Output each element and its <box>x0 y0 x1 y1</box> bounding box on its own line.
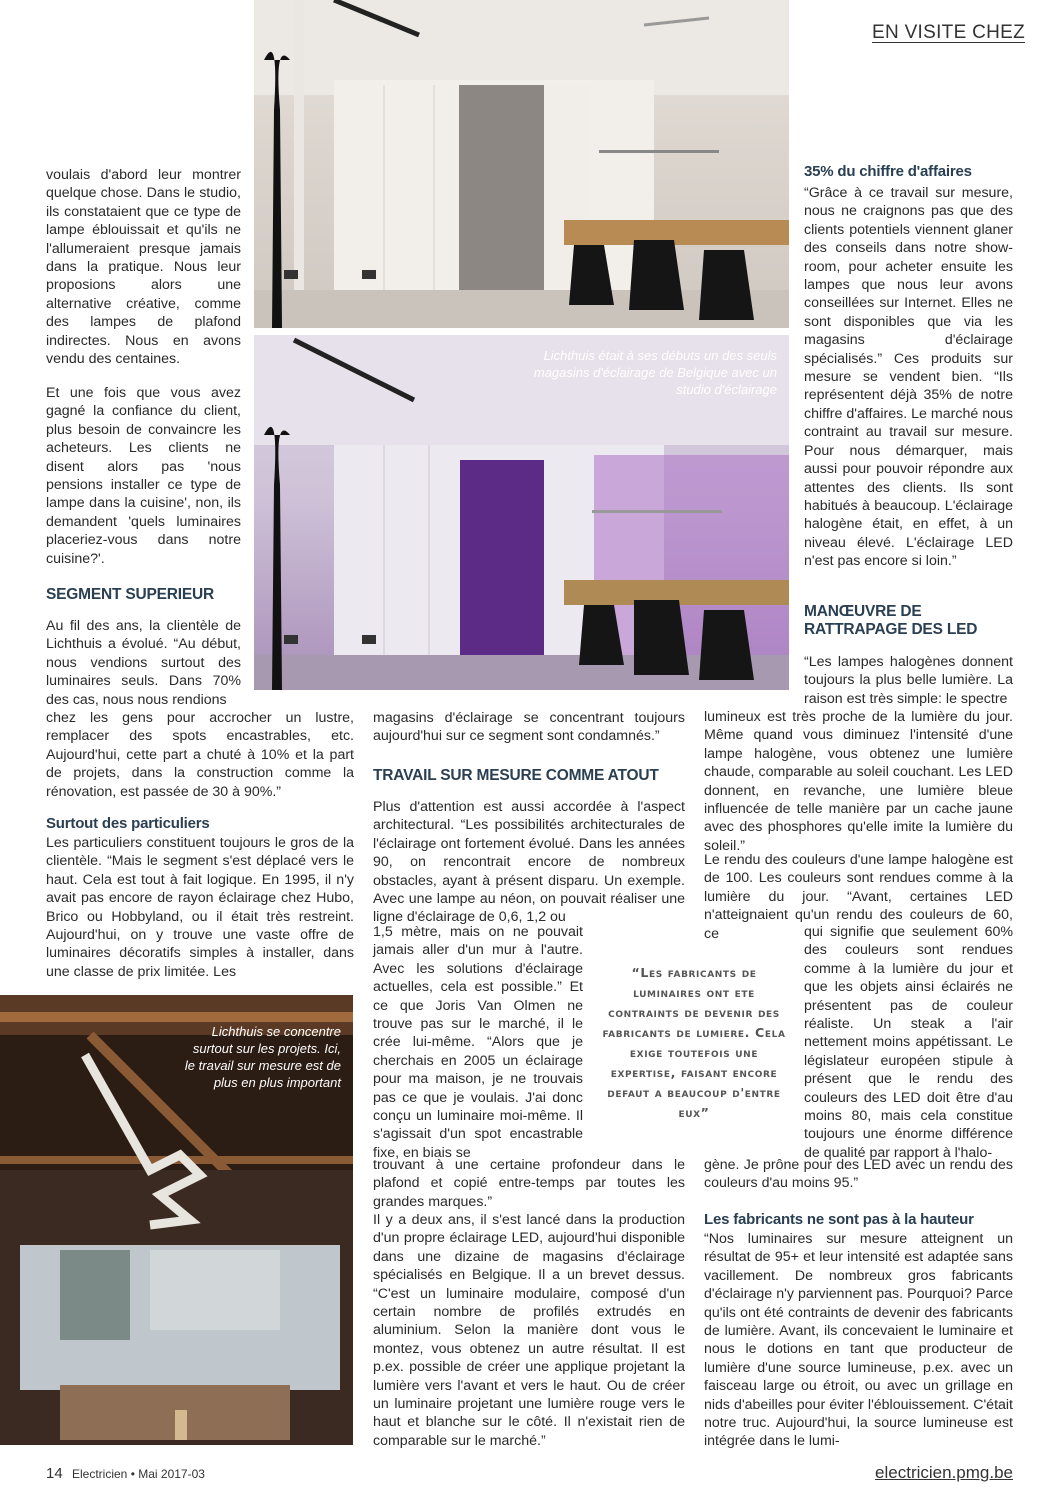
col3-paragraph-3c: gène. Je prône pour des LED avec un rendu des couleurs d'au moins 95.” <box>704 1157 1013 1192</box>
col2-paragraph-3: Il y a deux ans, il s'est lancé dans la production d'un propre éclairage LED, aujourd'hui disponible dans une dizaine de magasins d'éclairage spécialisés en Belgique. Il a un brevet dessus. “C'est un luminaire modulaire, composé d'un certain nombre de profilés extrudés en aluminium. Selon la manière dont vous le montez, vous obtenez un autre résultat. Il est p.ex. possible de créer une applique projetant la lumière vers l'avant et vers le haut. Ou de créer un luminaire projetant une lumière rouge vers le haut et blanche sur le côté. Il n'existait rien de comparable sur le marché.” <box>373 1212 685 1449</box>
col2-paragraph-1: magasins d'éclairage se concentrant toujours aujourd'hui sur ce segment sont condamnés.” <box>373 710 685 745</box>
col1-paragraph-2: Et une fois que vous avez gagné la confiance du client, plus besoin de convaincre les acheteurs. Les clients ne disent alors pas 'nous pensions installer ce type de lampe dans la cuisine', non, ils demandent 'quels luminaires placeriez-vous dans notre cuisine?'. <box>46 385 241 567</box>
col3-paragraph-2b: lumineux est très proche de la lumière du jour. Même quand vous diminuez l'intensité d'une lampe halogène, vous obtenez une lumière chaude, comparable au soleil couchant. Les LED donnent, en revanche, une lumière bleue influencée de telle manière par un cache jaune avec des phosphores qu'elle imite la lumière du soleil.” <box>704 709 1013 854</box>
photo-caption-top: Lichthuis était à ses débuts un des seuls magasins d'éclairage de Belgique avec un studio d'éclairage <box>533 348 777 397</box>
col1-paragraph-3a: Au fil des ans, la clientèle de Lichthuis a évolué. “Au début, nous vendions surtout des luminaires seuls. Dans 70% des cas, nous nous rendions <box>46 618 241 708</box>
col2-paragraph-2a: Plus d'attention est aussi accordée à l'aspect architectural. “Les possibilités architecturales de l'éclairage ont fortement évolué. Dans les années 90, on rencontrait encore de nombreux obstacles, ayant à présent disparu. Un exemple. Avec une lampe au néon, on pouvait réaliser une ligne d'éclairage de 0,6, 1,2 ou <box>373 799 685 926</box>
page-number: 14 <box>46 1465 63 1482</box>
studio-photo-white-illustration <box>254 0 789 328</box>
studio-photo-purple <box>254 335 789 690</box>
heading-manoeuvre-rattrapage: MANŒUVRE DE RATTRAPAGE DES LED <box>804 603 978 638</box>
col3-paragraph-3b: qui signifie que seulement 60% des couleurs sont rendues comme à la lumière du jour et que les objets ainsi éclairés ne présentent pas de couleur réaliste. Un steak a l'air nettement moins appétissant. Le législateur européen stipule à présent que le rendu des couleurs des LED doit être d'au moins 80, mais cela constitue toujours une énorme différence de qualité par rapport à l'halo- <box>804 924 1013 1161</box>
col3-paragraph-3a: Le rendu des couleurs d'une lampe halogène est de 100. Les couleurs sont rendues comme à la lumière du jour. “Avant, certaines LED n'atteignaient qu'un rendu des couleurs de 60, ce <box>704 852 1013 942</box>
led-luminaire-photo <box>0 995 353 1445</box>
pull-quote: “Les fabricants de luminaires ont ete contraints de devenir des fabricants de lumiere. Cela exige toutefois une expertise, faisant encore defaut a beaucoup d'entre eux” <box>602 965 786 1120</box>
col3-paragraph-4: “Nos luminaires sur mesure atteignent un résultat de 95+ et leur intensité est adaptée sans vacillement. De nombreux gros fabricants d'éclairage n'y parviennent pas. Pourquoi? Parce qu'ils ont été contraints de devenir des fabricants de lumière. Avant, ils concevaient le luminaire et nous le dotions en tant que producteur de lumière d'une source lumineuse, p.ex. avec un faisceau large ou étroit, ou avec un grillage en nids d'abeilles pour éviter l'éblouissement. C'était notre truc. Aujourd'hui, la source lumineuse est intégrée dans le lumi- <box>704 1231 1013 1450</box>
studio-photo-white <box>254 0 789 328</box>
col1-paragraph-4: Les particuliers constituent toujours le gros de la clientèle. “Mais le segment s'est déplacé vers le haut. Cela est tout à fait logique. En 1995, il n'y avait pas encore de rayon éclairage chez Hubo, Brico ou Hobbyland, ou il était très restreint. Aujourd'hui, on y trouve une vaste offre de luminaires décoratifs simples à installer, dans une classe de prix limitée. Les <box>46 835 354 980</box>
col2-paragraph-2b: 1,5 mètre, mais on ne pouvait jamais aller d'un mur à l'autre. Avec les solutions d'éclairage actuelles, cela est possible.” Et ce que Joris Van Olmen ne trouve pas sur le marché, il le crée lui-même. “Alors que je cherchais en 2005 un éclairage pour ma maison, je ne trouvais pas ce que je voulais. J'ai donc conçu un luminaire moi-même. Il s'agissait d'un spot encastrable fixe, en biais se <box>373 924 583 1161</box>
magazine-issue: Electricien • Mai 2017-03 <box>72 1467 205 1481</box>
heading-travail-sur-mesure: TRAVAIL SUR MESURE COMME ATOUT <box>373 767 659 784</box>
heading-fabricants-pas-hauteur: Les fabricants ne sont pas à la hauteur <box>704 1211 974 1228</box>
col3-paragraph-2a: “Les lampes halogènes donnent toujours la plus belle lumière. La raison est très simple: le spectre <box>804 654 1013 707</box>
photo-caption-bottom: Lichthuis se concentre surtout sur les projets. Ici, le travail sur mesure est de plus en plus important <box>184 1024 341 1090</box>
section-header: EN VISITE CHEZ <box>872 22 1026 43</box>
col1-paragraph-3b: chez les gens pour accrocher un lustre, remplacer des spots encastrables, etc. Aujourd'hui, cette part a chuté à 10% et la part de projets, dans la construction comme la rénovation, est passée de 30 à 90%.” <box>46 710 354 800</box>
website-link[interactable]: electricien.pmg.be <box>875 1463 1013 1482</box>
col3-paragraph-1: “Grâce à ce travail sur mesure, nous ne craignons pas que des clients potentiels viennent glaner des conseils dans notre show-room, pour acheter ensuite les lampes que nous leur avons conseillées sur Internet. Elles ne sont disponibles que via les magasins d'éclairage spécialisés.” Ces produits sur mesure se vendent bien. “Ils représentent déjà 35% de notre chiffre d'affaires. Le marché nous contraint au travail sur mesure. Pour nous démarquer, mais aussi pour pouvoir répondre aux attentes des clients. Ils sont habitués à beaucoup. L'éclairage halogène était, en effet, à un niveau élevé. L'éclairage LED n'est pas encore si loin.” <box>804 185 1013 570</box>
heading-surtout-des-particuliers: Surtout des particuliers <box>46 815 210 832</box>
heading-chiffre-affaires: 35% du chiffre d'affaires <box>804 163 972 180</box>
heading-segment-superieur: SEGMENT SUPERIEUR <box>46 586 214 603</box>
col1-paragraph-1: voulais d'abord leur montrer quelque chose. Dans le studio, ils constataient que ce type de lampe éblouissait et qu'ils ne l'allumeraient presque jamais dans la pratique. Nous leur proposions alors une alternative créative, comme des lampes de plafond indirectes. Nous en avons vendu des centaines. <box>46 167 241 368</box>
col2-paragraph-2c: trouvant à une certaine profondeur dans le plafond et copié entre-temps par toutes les grandes marques.” <box>373 1157 685 1210</box>
